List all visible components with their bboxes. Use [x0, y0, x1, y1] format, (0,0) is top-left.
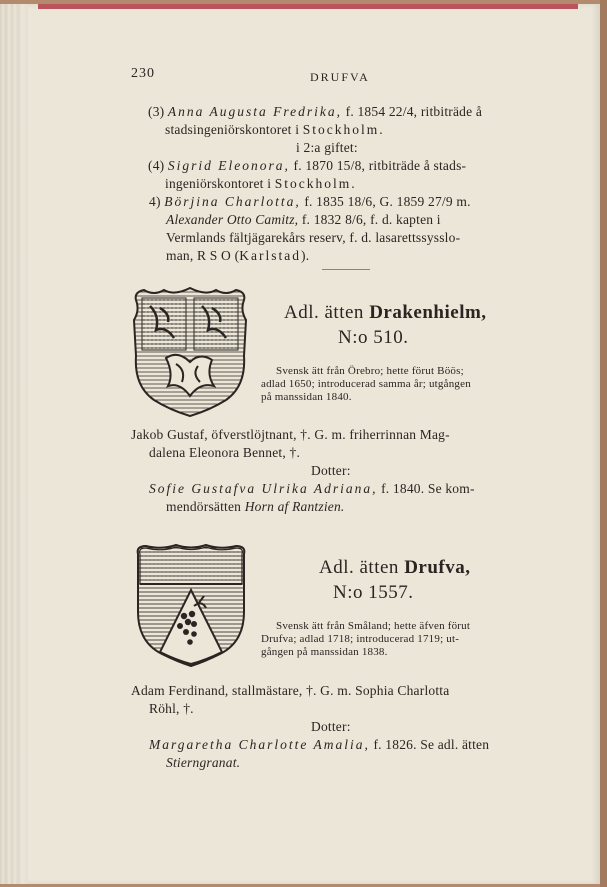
family-name: Drakenhielm, — [369, 302, 487, 323]
text-fragment: m. — [456, 194, 471, 209]
entry-number: (4) — [148, 158, 165, 173]
running-head: DRUFVA — [310, 70, 370, 84]
entry-4 — [148, 158, 466, 174]
entry-5 — [149, 194, 471, 210]
family-name: Drufva, — [404, 557, 471, 578]
text-fragment: ingeniörskontoret i — [165, 176, 272, 191]
book-edge — [600, 0, 607, 887]
text-fragment: f. 1826. Se adl. ätten — [373, 737, 490, 752]
text-fragment: mendörsätten — [166, 499, 242, 514]
entry-number: (3) — [148, 104, 165, 119]
entry-3 — [148, 104, 482, 120]
text-fragment: ). — [301, 248, 310, 263]
page-number: 230 — [131, 66, 155, 81]
family-reference: Stierngranat. — [166, 755, 241, 770]
birth-date: 18/6, — [347, 194, 376, 209]
section2-desc-line2: Drufva; adlad 1718; introducerad 1719; ut- — [261, 633, 460, 645]
entry-5-line3: Vermlands fältjägarekårs reserv, f. d. lasarettssysslo- — [166, 230, 461, 245]
section1-desc-line1: Svensk ätt från Örebro; hette förut Böös; — [276, 365, 464, 377]
person-name: Sigrid Eleonora, — [167, 158, 290, 173]
occupation: ritbiträde å stads- — [368, 158, 467, 173]
section1-desc-line2: adlad 1650; introducerad samma år; utgången — [261, 378, 471, 390]
text-fragment: man, R S O ( — [166, 248, 240, 263]
entry-5-line2 — [166, 212, 441, 228]
section2-desc-line1: Svensk ätt från Småland; hette äfven förut — [276, 620, 471, 632]
marriage-date: 27/9 — [428, 194, 453, 209]
birth-date: 15/8, — [336, 158, 366, 173]
birth-year: f. 1854 — [345, 104, 386, 119]
entry-number: 4) — [149, 194, 161, 209]
section1-title — [284, 302, 487, 324]
section2-body-line2: Röhl, †. — [149, 701, 194, 716]
red-edge-stripe — [38, 4, 578, 9]
occupation: f. d. kapten i — [370, 212, 441, 227]
birth-year: f. 1870 — [293, 158, 334, 173]
section-divider — [322, 269, 370, 270]
section2-daughter-line2 — [166, 755, 240, 771]
text-fragment: f. 1840. Se kom- — [381, 481, 475, 496]
family-reference: Horn af Rantzien. — [244, 499, 345, 514]
entry-3-line2 — [165, 122, 385, 138]
drakenhielm-coat-of-arms-icon — [130, 286, 250, 418]
drufva-coat-of-arms-icon — [132, 542, 250, 668]
occupation: ritbiträde å — [420, 104, 483, 119]
title-prefix: Adl. ätten — [319, 557, 399, 578]
text-fragment: stadsingeniörskontoret i — [165, 122, 300, 137]
person-name: Börjina Charlotta, — [164, 194, 301, 209]
page-gutter — [0, 4, 28, 884]
daughter-name: Sofie Gustafva Ulrika Adriana, — [149, 481, 378, 496]
marriage-year: G. 1859 — [379, 194, 425, 209]
marriage-heading: i 2:a giftet: — [296, 140, 358, 155]
city: Karlstad — [239, 248, 302, 263]
section2-dotter: Dotter: — [311, 719, 351, 734]
city: Stockholm. — [302, 122, 385, 137]
section1-body-line1: Jakob Gustaf, öfverstlöjtnant, †. G. m. friherrinnan Mag- — [131, 427, 450, 442]
entry-5-line4 — [166, 248, 309, 264]
section2-title — [319, 557, 471, 579]
section1-daughter-line2 — [166, 499, 345, 515]
daughter-name: Margaretha Charlotte Amalia, — [149, 737, 370, 752]
birth-year: f. 1835 — [304, 194, 344, 209]
section2-daughter — [149, 737, 489, 753]
birth-year: f. 1832 — [301, 212, 342, 227]
spouse-name: Alexander Otto Camitz, — [166, 212, 299, 227]
section1-desc-line3: på manssidan 1840. — [261, 391, 352, 403]
birth-date: 22/4, — [388, 104, 418, 119]
section1-dotter: Dotter: — [311, 463, 351, 478]
section2-desc-line3: gången på manssidan 1838. — [261, 646, 388, 658]
section1-number: N:o 510. — [338, 327, 409, 348]
section2-number: N:o 1557. — [333, 582, 414, 603]
entry-4-line2 — [165, 176, 357, 192]
city: Stockholm. — [274, 176, 357, 191]
birth-date: 8/6, — [345, 212, 367, 227]
section1-daughter — [149, 481, 475, 497]
person-name: Anna Augusta Fredrika, — [167, 104, 343, 119]
book-page — [0, 4, 600, 884]
title-prefix: Adl. ätten — [284, 302, 364, 323]
section2-body-line1: Adam Ferdinand, stallmästare, †. G. m. Sophia Charlotta — [131, 683, 450, 698]
section1-body-line2: dalena Eleonora Bennet, †. — [149, 445, 301, 460]
